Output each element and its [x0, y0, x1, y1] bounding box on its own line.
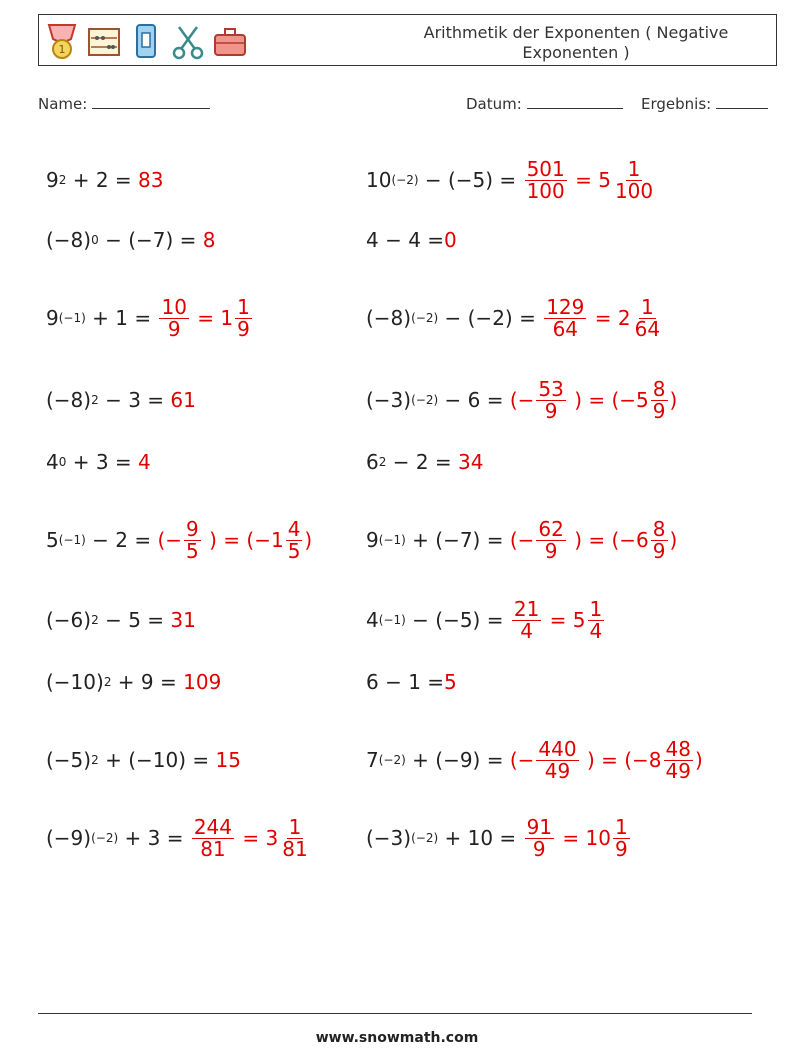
answer-fraction: [536, 516, 565, 563]
answer-mixed-fraction-numerator: 1: [237, 294, 250, 319]
problem-base: 9: [46, 168, 59, 192]
problem-3: (−8) 0 − (−7) = 8: [46, 228, 216, 252]
footer-url: www.snowmath.com: [315, 1030, 479, 1046]
answer-fraction: [544, 294, 586, 341]
score-field: [641, 94, 768, 113]
answer-mixed-fraction-numerator: 1: [288, 814, 302, 839]
problem-operation: + (−10) =: [98, 748, 216, 772]
answer-mixed-fraction-denominator: 9: [652, 398, 666, 423]
abacus-icon: [87, 21, 121, 61]
problem-base: 9: [366, 528, 379, 552]
answer-value: 61: [170, 388, 196, 412]
problem-base: 4: [366, 608, 379, 632]
answer-mixed-fraction-numerator: 48: [665, 736, 691, 761]
answer-mixed-fraction: [235, 294, 252, 341]
answer-mixed-fraction: [613, 156, 655, 203]
problem-operation: − (−5) =: [405, 608, 510, 632]
answer-fraction: [184, 516, 201, 563]
problem-operation: − 6 =: [438, 388, 510, 412]
answer-mixed-fraction-denominator: 81: [282, 836, 308, 861]
answer-value: 15: [215, 748, 241, 772]
answer-mixed-fraction-denominator: 100: [614, 178, 654, 203]
problem-operation: − (−2) =: [438, 306, 543, 330]
answer-mixed-whole: = 3: [236, 826, 279, 850]
problem-base: (−9): [46, 826, 92, 850]
worksheet-header: [38, 14, 777, 66]
problem-12: 9 (−1) + (−7) = (− $\frac{62}{9}$ ) = (−6 $\frac{8}{9}$ ): [366, 516, 678, 563]
answer-mixed-fraction-numerator: 4: [287, 516, 301, 541]
answer-mixed-whole: ) = (−1: [202, 528, 284, 552]
answer-mixed-whole: = 2: [588, 306, 631, 330]
problem-operation: + 10 =: [438, 826, 523, 850]
problem-base: 4: [46, 450, 59, 474]
problem-operation: − 2 =: [85, 528, 158, 552]
problem-5: 9 (−1) + 1 = $\frac{10}{9}$ = 1 $\frac{1}{9}$: [46, 294, 250, 341]
problem-base: (−10): [46, 670, 104, 694]
name-field: [38, 94, 210, 113]
answer-fraction-numerator: 244: [193, 814, 233, 839]
answer-value: 8: [202, 228, 216, 252]
problem-16: [366, 657, 457, 707]
answer-mixed-fraction: [588, 596, 605, 643]
answer-mixed-fraction: [280, 814, 309, 861]
answer-mixed-whole: ) = (−5: [567, 388, 649, 412]
answer-fraction-denominator: 4: [520, 618, 533, 643]
date-blank[interactable]: [527, 94, 623, 109]
problem-base: 6: [366, 450, 379, 474]
problem-base: 9: [46, 306, 59, 330]
answer-mixed-fraction-numerator: 8: [652, 376, 666, 401]
problem-14: 4 (−1) − (−5) = $\frac{21}{4}$ = 5 $\frac{1}{4}$: [366, 596, 603, 643]
problem-base: (−3): [366, 388, 412, 412]
answer-fraction-denominator: 64: [552, 316, 579, 341]
answer-fraction: [536, 376, 565, 423]
icon-strip: [45, 21, 247, 61]
footer-divider: [38, 1013, 752, 1014]
problem-8: (−3) (−2) − 6 = (− $\frac{53}{9}$ ) = (−5 $\frac{8}{9}$ ): [366, 376, 678, 423]
problem-operation: − 3 =: [98, 388, 171, 412]
answer-fraction-numerator: 129: [546, 294, 585, 319]
problem-operation: − 5 =: [98, 608, 171, 632]
answer-mixed-fraction-numerator: 1: [640, 294, 654, 319]
problem-base: (−6): [46, 608, 92, 632]
answer-mixed-whole: = 10: [556, 826, 611, 850]
answer-mixed-fraction-numerator: 1: [614, 814, 628, 839]
problem-base: 6 − 1 =: [366, 670, 445, 694]
answer-mixed-fraction: [286, 516, 303, 563]
answer-fraction: [525, 156, 567, 203]
answer-mixed-fraction-denominator: 49: [665, 758, 691, 783]
answer-fraction: [192, 814, 234, 861]
answer-fraction-numerator: 53: [538, 376, 564, 401]
answer-value: 31: [170, 608, 196, 632]
answer-close-paren: ): [669, 528, 678, 552]
problem-base: (−5): [46, 748, 92, 772]
problem-operation: + 3 =: [66, 450, 139, 474]
answer-mixed-fraction-denominator: 9: [652, 538, 666, 563]
answer-mixed-fraction: [651, 376, 668, 423]
problem-base: 7: [366, 748, 379, 772]
problem-operation: + (−7) =: [405, 528, 510, 552]
answer-mixed-whole: = 5: [568, 168, 611, 192]
problem-operation: + 1 =: [85, 306, 158, 330]
problem-7: (−8) 2 − 3 = 61: [46, 388, 196, 412]
worksheet-title: Arithmetik der Exponenten ( Negative Exponenten ): [423, 23, 729, 62]
score-label: Ergebnis:: [641, 95, 712, 113]
problem-17: (−5) 2 + (−10) = 15: [46, 748, 241, 772]
answer-mixed-fraction: [664, 736, 693, 783]
answer-mixed-fraction-numerator: 8: [652, 516, 666, 541]
answer-mixed-whole: = 1: [190, 306, 234, 330]
problem-operation: + 3 =: [118, 826, 190, 850]
answer-mixed-whole: = 5: [543, 608, 586, 632]
problem-10: 6 2 − 2 = 34: [366, 450, 484, 474]
problem-base: 10: [366, 168, 392, 192]
problem-operation: − 2 =: [386, 450, 459, 474]
problem-operation: + 2 =: [66, 168, 139, 192]
problem-13: (−6) 2 − 5 = 31: [46, 608, 196, 632]
answer-mixed-fraction: [613, 814, 630, 861]
answer-fraction-numerator: 91: [526, 814, 553, 839]
answer-fraction-denominator: 9: [544, 538, 558, 563]
answer-fraction-denominator: 5: [186, 538, 199, 563]
briefcase-icon: [213, 21, 247, 61]
answer-mixed-fraction-denominator: 9: [614, 836, 628, 861]
answer-mixed-whole: ) = (−6: [567, 528, 649, 552]
date-field: [466, 94, 623, 113]
answer-close-paren: ): [304, 528, 313, 552]
problem-11: 5 (−1) − 2 = (− $\frac{9}{5}$ ) = (−1 $\frac{4}{5}$ ): [46, 516, 313, 563]
problem-9: 4 0 + 3 = 4: [46, 450, 151, 474]
answer-mixed-fraction-denominator: 4: [589, 618, 603, 643]
answer-value: 34: [458, 450, 484, 474]
problem-operation: + (−9) =: [405, 748, 510, 772]
answer-mixed-whole: ) = (−8: [580, 748, 662, 772]
problem-1: 9 2 + 2 = 83: [46, 168, 164, 192]
answer-fraction: [536, 736, 578, 783]
problem-18: 7 (−2) + (−9) = (− $\frac{440}{49}$ ) = (−8 $\frac{48}{49}$ ): [366, 736, 703, 783]
answer-open-paren: (−: [509, 388, 535, 412]
answer-fraction-numerator: 501: [526, 156, 565, 181]
answer-fraction-denominator: 49: [544, 758, 571, 783]
answer-fraction-denominator: 81: [200, 836, 226, 861]
answer-mixed-fraction-denominator: 64: [634, 316, 661, 341]
answer-mixed-fraction-denominator: 9: [237, 316, 250, 341]
answer-open-paren: (−: [157, 528, 183, 552]
pencil-sharpener-icon: [129, 21, 163, 61]
answer-open-paren: (−: [509, 528, 535, 552]
answer-value: 83: [138, 168, 164, 192]
answer-mixed-fraction-numerator: 1: [589, 596, 603, 621]
answer-value: 0: [444, 228, 457, 252]
answer-open-paren: (−: [509, 748, 535, 772]
scissors-icon: [171, 21, 205, 61]
answer-value: 5: [444, 670, 457, 694]
problem-operation: + 9 =: [111, 670, 184, 694]
answer-fraction-numerator: 10: [161, 294, 187, 319]
answer-mixed-fraction-denominator: 5: [287, 538, 301, 563]
medal-icon: [45, 21, 79, 61]
problem-20: (−3) (−2) + 10 = $\frac{91}{9}$ = 10 $\frac{1}{9}$: [366, 814, 628, 861]
problem-operation: − (−7) =: [98, 228, 203, 252]
problem-base: (−8): [46, 388, 92, 412]
problem-base: 4 − 4 =: [366, 228, 445, 252]
problem-2: 10 (−2) − (−5) = $\frac{501}{100}$ = 5 $\frac{1}{100}$: [366, 156, 654, 203]
answer-fraction: [159, 294, 188, 341]
name-label: Name:: [38, 95, 88, 113]
answer-value: 109: [183, 670, 222, 694]
answer-fraction-denominator: 9: [532, 836, 546, 861]
problem-base: 5: [46, 528, 59, 552]
problem-15: (−10) 2 + 9 = 109: [46, 670, 222, 694]
answer-fraction-denominator: 100: [526, 178, 565, 203]
answer-close-paren: ): [669, 388, 678, 412]
answer-value: 4: [138, 450, 151, 474]
problem-6: (−8) (−2) − (−2) = $\frac{129}{64}$ = 2 $\frac{1}{64}$: [366, 294, 661, 341]
answer-mixed-fraction: [633, 294, 662, 341]
score-blank[interactable]: [716, 94, 768, 109]
answer-fraction-denominator: 9: [544, 398, 558, 423]
problem-4: [366, 215, 457, 265]
answer-fraction: [512, 596, 541, 643]
answer-fraction-denominator: 9: [167, 316, 181, 341]
answer-fraction-numerator: 9: [186, 516, 199, 541]
problem-base: (−8): [46, 228, 92, 252]
problem-operation: − (−5) =: [418, 168, 523, 192]
date-label: Datum:: [466, 95, 522, 113]
answer-fraction: [525, 814, 554, 861]
answer-fraction-numerator: 440: [538, 736, 577, 761]
problem-base: (−3): [366, 826, 412, 850]
problem-19: (−9) (−2) + 3 = $\frac{244}{81}$ = 3 $\frac{1}{81}$: [46, 814, 308, 861]
answer-mixed-fraction-numerator: 1: [627, 156, 641, 181]
answer-mixed-fraction: [651, 516, 668, 563]
answer-fraction-numerator: 21: [513, 596, 540, 621]
answer-close-paren: ): [694, 748, 703, 772]
svg-text:1: 1: [58, 43, 66, 56]
problem-base: (−8): [366, 306, 412, 330]
name-blank[interactable]: [92, 94, 210, 109]
answer-fraction-numerator: 62: [538, 516, 564, 541]
